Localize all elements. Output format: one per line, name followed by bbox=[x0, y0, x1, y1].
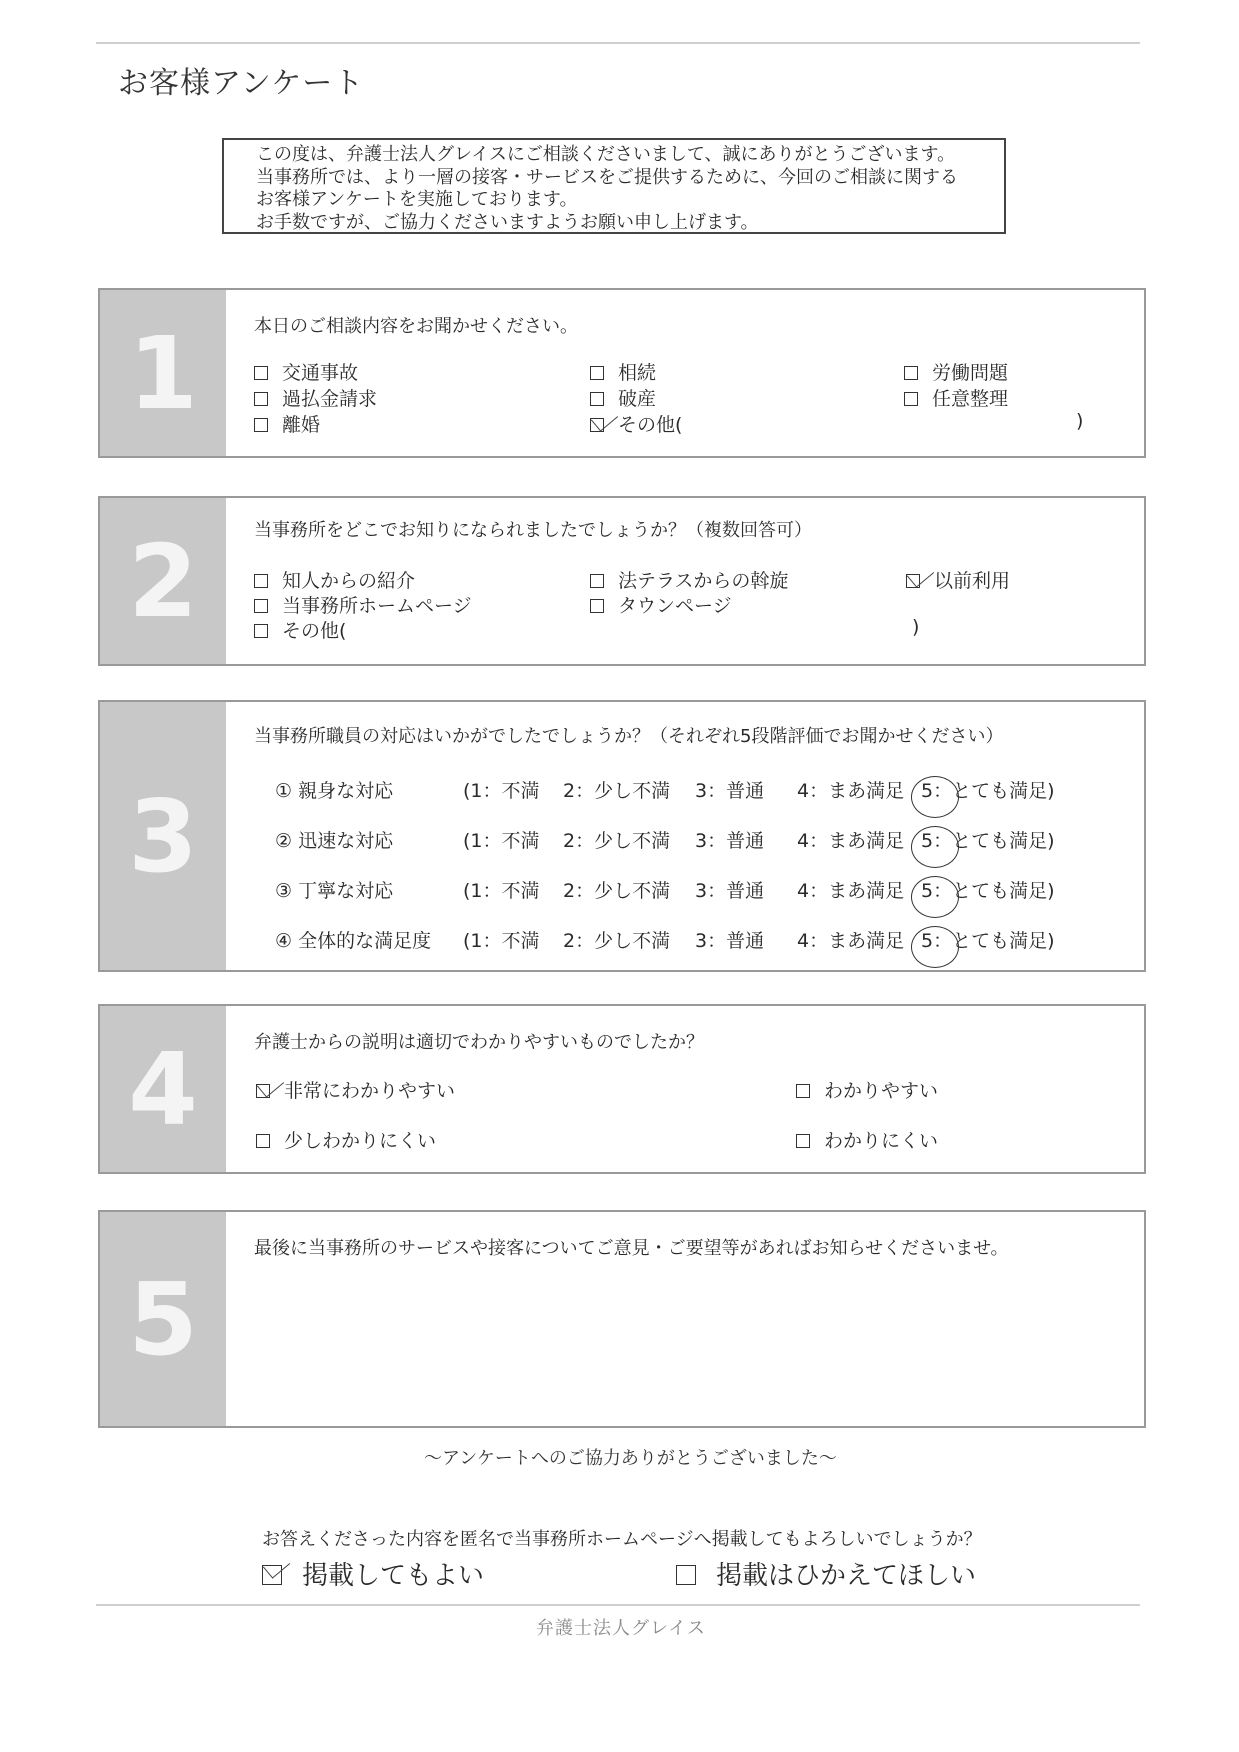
checkbox-icon bbox=[590, 574, 604, 588]
checkbox-checked-icon bbox=[906, 574, 920, 588]
question-3: 当事務所職員の対応はいかがでしたでしょうか？（それぞれ5段階評価でお聞かせください） bbox=[254, 726, 1004, 747]
rating-option-3[interactable]: 3：普通 bbox=[695, 880, 765, 902]
intro-line: お客様アンケートを実施しております。 bbox=[256, 189, 578, 210]
rating-option-2[interactable]: 2：少し不満 bbox=[563, 880, 671, 902]
checkbox-icon bbox=[904, 392, 918, 406]
option-divorce[interactable]: 離婚 bbox=[254, 410, 320, 437]
section-5 bbox=[98, 1210, 1146, 1428]
option-labor[interactable]: 労働問題 bbox=[904, 358, 1008, 385]
checkbox-icon bbox=[796, 1084, 810, 1098]
rating-option-4[interactable]: 4：まあ満足 bbox=[797, 830, 905, 852]
option-bankruptcy[interactable]: 破産 bbox=[590, 384, 656, 411]
option-homepage[interactable]: 当事務所ホームページ bbox=[254, 591, 472, 618]
consent-question: お答えくださった内容を匿名で当事務所ホームページへ掲載してもよろしいでしょうか？ bbox=[262, 1529, 982, 1550]
rating-option-1[interactable]: (1：不満 bbox=[463, 880, 540, 902]
intro-box bbox=[222, 138, 1006, 234]
checkbox-icon bbox=[254, 418, 268, 432]
checkbox-checked-icon bbox=[590, 418, 604, 432]
checkbox-icon bbox=[590, 366, 604, 380]
option-very-clear[interactable]: 非常にわかりやすい bbox=[256, 1076, 455, 1103]
rating-item-label: ② 迅速な対応 bbox=[275, 830, 394, 852]
section-number: 3 bbox=[100, 702, 226, 970]
checkbox-checked-icon bbox=[256, 1084, 270, 1098]
checkbox-icon bbox=[254, 624, 268, 638]
checkbox-icon bbox=[796, 1134, 810, 1148]
question-4: 弁護士からの説明は適切でわかりやすいものでしたか？ bbox=[254, 1032, 704, 1053]
section-number: 2 bbox=[100, 498, 226, 664]
rating-option-2[interactable]: 2：少し不満 bbox=[563, 930, 671, 952]
checkbox-icon bbox=[590, 392, 604, 406]
selected-circle-mark bbox=[911, 826, 959, 868]
checkbox-icon bbox=[590, 599, 604, 613]
option-overpayment[interactable]: 過払金請求 bbox=[254, 384, 377, 411]
option-houterasu[interactable]: 法テラスからの斡旋 bbox=[590, 566, 788, 593]
rating-option-5[interactable]: 5：とても満足) bbox=[921, 776, 1055, 803]
section-number: 1 bbox=[100, 290, 226, 456]
rating-option-4[interactable]: 4：まあ満足 bbox=[797, 780, 905, 802]
rating-item-label: ④ 全体的な満足度 bbox=[275, 930, 432, 952]
question-2: 当事務所をどこでお知りになられましたでしょうか？（複数回答可） bbox=[254, 520, 812, 541]
option-other[interactable]: その他( bbox=[254, 616, 346, 643]
option-debt[interactable]: 任意整理 bbox=[904, 384, 1008, 411]
rating-option-1[interactable]: (1：不満 bbox=[463, 930, 540, 952]
checkbox-icon bbox=[254, 574, 268, 588]
close-paren: ) bbox=[912, 616, 920, 638]
option-referral[interactable]: 知人からの紹介 bbox=[254, 566, 415, 593]
intro-line: 当事務所では、より一層の接客・サービスをご提供するために、今回のご相談に関する bbox=[256, 166, 958, 188]
option-unclear[interactable]: わかりにくい bbox=[796, 1126, 938, 1153]
section-4 bbox=[98, 1004, 1146, 1174]
section-1 bbox=[98, 288, 1146, 458]
section-number: 4 bbox=[100, 1006, 226, 1172]
selected-circle-mark bbox=[911, 926, 959, 968]
rating-option-2[interactable]: 2：少し不満 bbox=[563, 830, 671, 852]
rating-option-1[interactable]: (1：不満 bbox=[463, 780, 540, 802]
rating-item-label: ① 親身な対応 bbox=[275, 780, 394, 802]
intro-line: お手数ですが、ご協力くださいますようお願い申し上げます。 bbox=[256, 211, 759, 233]
rating-option-3[interactable]: 3：普通 bbox=[695, 780, 765, 802]
option-clear[interactable]: わかりやすい bbox=[796, 1076, 938, 1103]
rating-item-label: ③ 丁寧な対応 bbox=[275, 880, 394, 902]
rating-option-4[interactable]: 4：まあ満足 bbox=[797, 930, 905, 952]
top-rule bbox=[96, 42, 1140, 44]
consent-yes[interactable]: 掲載してもよい bbox=[262, 1555, 484, 1592]
checkbox-icon bbox=[904, 366, 918, 380]
rating-option-1[interactable]: (1：不満 bbox=[463, 830, 540, 852]
bottom-rule bbox=[96, 1604, 1140, 1606]
option-other[interactable]: その他( bbox=[590, 410, 682, 437]
checkbox-icon bbox=[254, 599, 268, 613]
checkbox-icon bbox=[254, 392, 268, 406]
thanks-message: ～アンケートへのご協力ありがとうございました～ bbox=[424, 1448, 837, 1469]
checkbox-icon bbox=[676, 1565, 696, 1585]
page-title: お客様アンケート bbox=[118, 66, 365, 101]
section-2 bbox=[98, 496, 1146, 666]
consent-no[interactable]: 掲載はひかえてほしい bbox=[676, 1555, 976, 1592]
rating-option-5[interactable]: 5：とても満足) bbox=[921, 826, 1055, 853]
rating-option-3[interactable]: 3：普通 bbox=[695, 930, 765, 952]
rating-option-3[interactable]: 3：普通 bbox=[695, 830, 765, 852]
option-inheritance[interactable]: 相続 bbox=[590, 358, 656, 385]
section-number: 5 bbox=[100, 1212, 226, 1426]
rating-option-2[interactable]: 2：少し不満 bbox=[563, 780, 671, 802]
checkbox-icon bbox=[254, 366, 268, 380]
footer-firm-name: 弁護士法人グレイス bbox=[536, 1618, 706, 1639]
option-traffic-accident[interactable]: 交通事故 bbox=[254, 358, 358, 385]
comment-area[interactable] bbox=[240, 1268, 1130, 1414]
rating-option-4[interactable]: 4：まあ満足 bbox=[797, 880, 905, 902]
option-somewhat-unclear[interactable]: 少しわかりにくい bbox=[256, 1126, 436, 1153]
selected-circle-mark bbox=[911, 776, 959, 818]
question-5: 最後に当事務所のサービスや接客についてご意見・ご要望等があればお知らせくださいませ。 bbox=[254, 1238, 1009, 1259]
intro-line: この度は、弁護士法人グレイスにご相談くださいまして、誠にありがとうございます。 bbox=[256, 144, 956, 165]
close-paren: ) bbox=[1076, 410, 1084, 432]
rating-option-5[interactable]: 5：とても満足) bbox=[921, 876, 1055, 903]
checkbox-checked-icon bbox=[262, 1565, 282, 1585]
rating-option-5[interactable]: 5：とても満足) bbox=[921, 926, 1055, 953]
option-townpage[interactable]: タウンページ bbox=[590, 591, 732, 618]
section-3 bbox=[98, 700, 1146, 972]
checkbox-icon bbox=[256, 1134, 270, 1148]
question-1: 本日のご相談内容をお聞かせください。 bbox=[254, 316, 578, 337]
selected-circle-mark bbox=[911, 876, 959, 918]
option-previous-use[interactable]: 以前利用 bbox=[906, 566, 1010, 593]
